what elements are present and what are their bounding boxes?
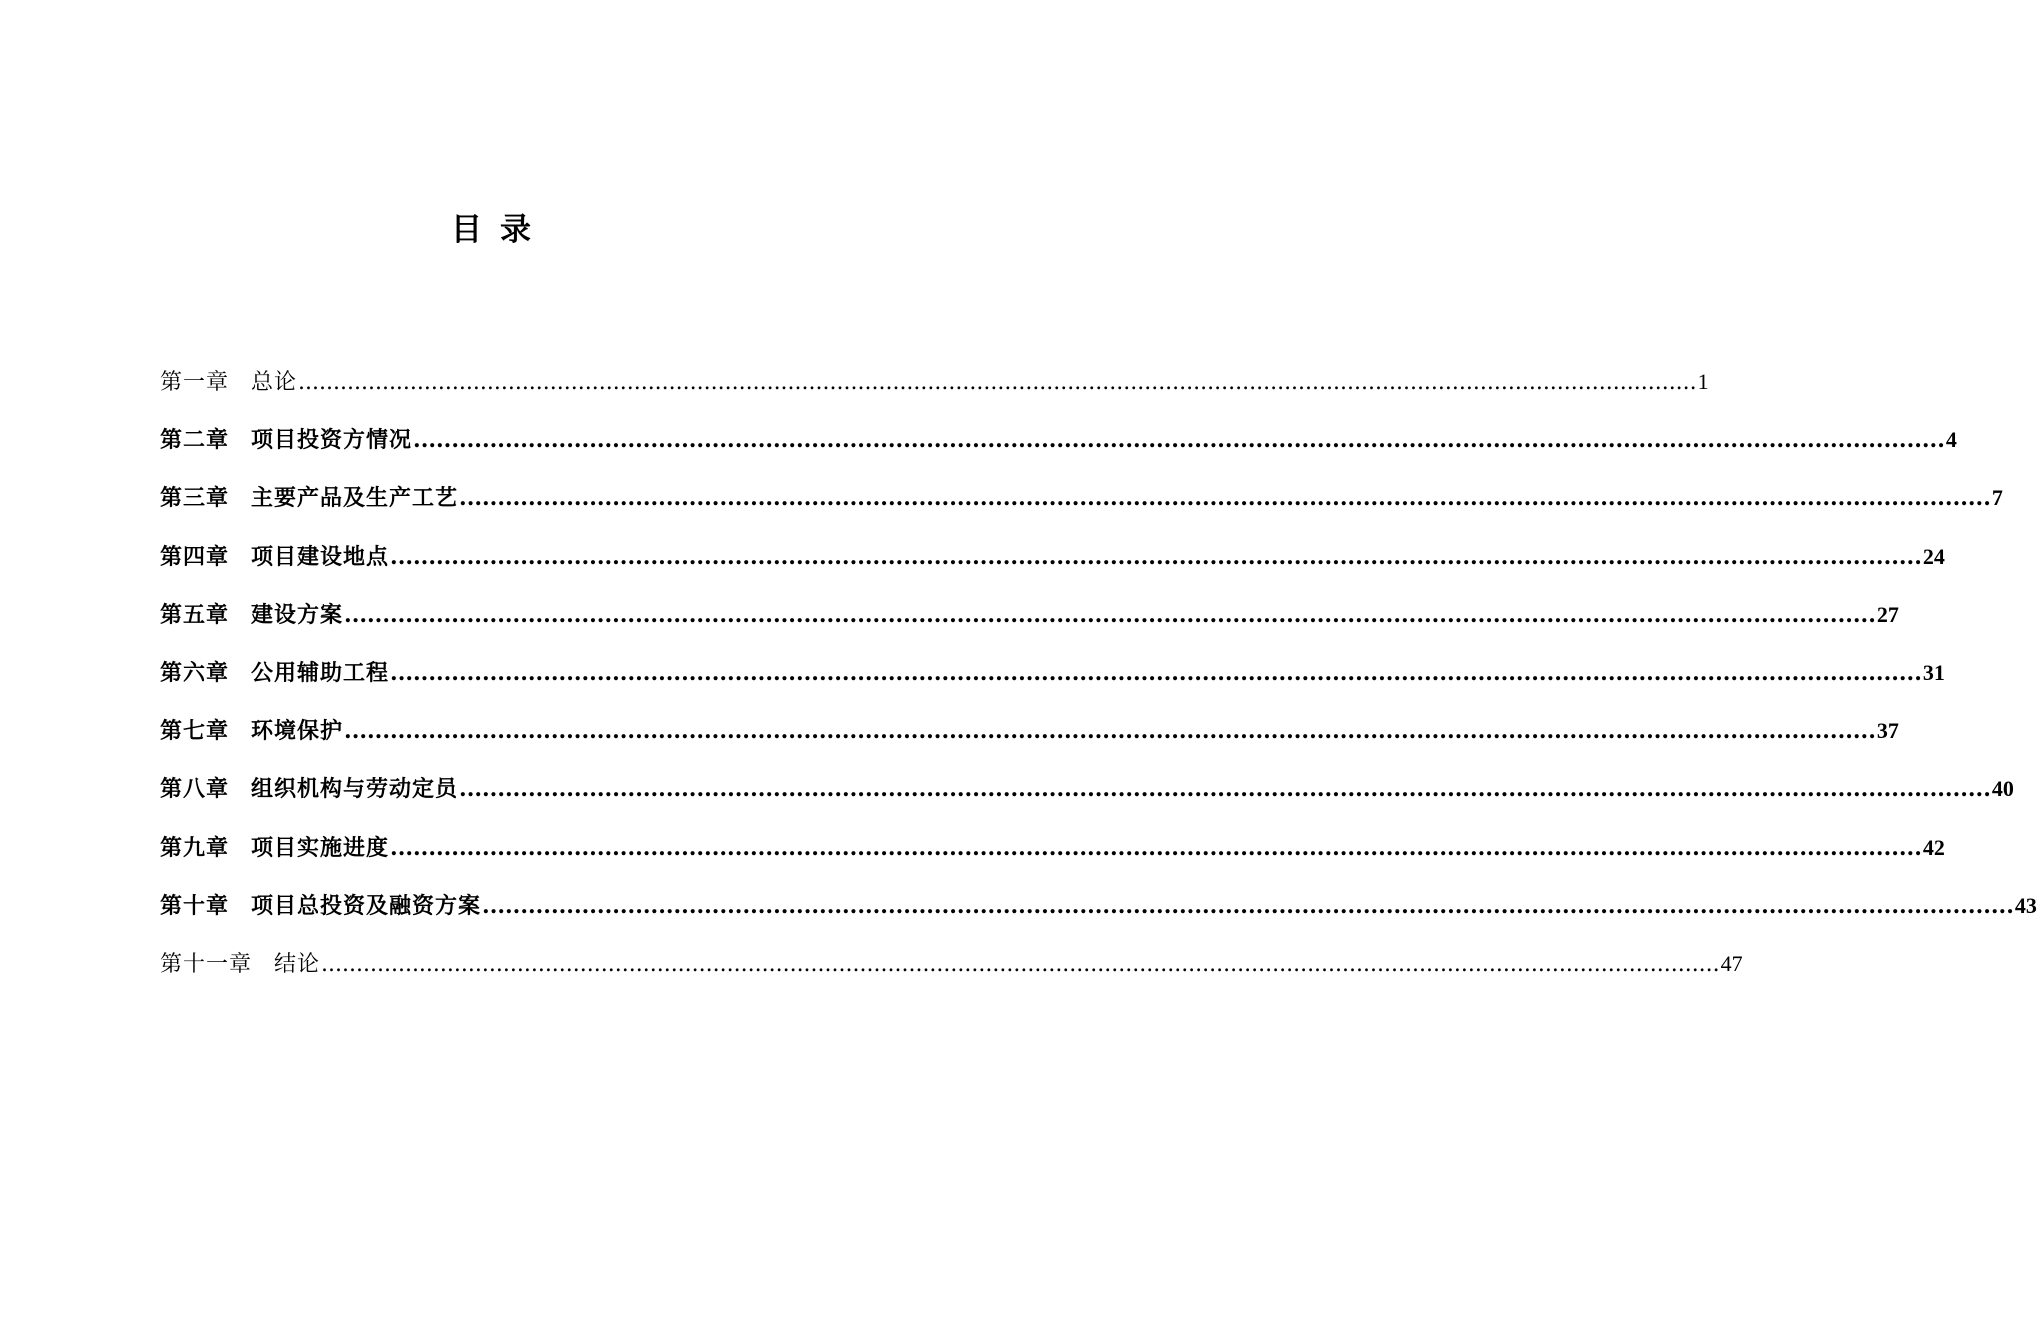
toc-chapter-number: 第八章 — [160, 776, 230, 803]
toc-chapter-title: 项目投资方情况 — [251, 427, 413, 454]
toc-entry[interactable] — [160, 473, 2003, 531]
toc-chapter-title: 公用辅助工程 — [251, 659, 390, 686]
toc-chapter-number: 第三章 — [160, 485, 230, 512]
page-title: 目录 — [451, 212, 549, 248]
toc-chapter-number: 第九章 — [160, 834, 230, 861]
toc-page-number: 40 — [1991, 776, 2014, 802]
toc-entry[interactable] — [160, 939, 1743, 997]
toc-chapter-number: 第十一章 — [160, 951, 253, 977]
toc-chapter-title: 建设方案 — [251, 601, 344, 628]
toc-dot-leader: ........................................................................................................................................................................................................ — [482, 892, 2014, 919]
toc-dot-leader: ........................................................................................................................................................................................................ — [344, 601, 1876, 628]
toc-entry[interactable] — [160, 706, 1899, 764]
toc-chapter-number: 第六章 — [160, 659, 230, 686]
toc-page-number: 42 — [1922, 834, 1945, 860]
toc-page-number: 1 — [1697, 369, 1709, 394]
toc-dot-leader: ........................................................................................................................................................................................................ — [459, 776, 1991, 803]
toc-chapter-title: 组织机构与劳动定员 — [251, 776, 459, 803]
toc-chapter-number: 第一章 — [160, 370, 230, 395]
toc-chapter-number: 第五章 — [160, 601, 230, 628]
toc-dot-leader: ........................................................................................................................................................................................................ — [321, 951, 1720, 977]
toc-dot-leader: ........................................................................................................................................................................................................ — [344, 718, 1876, 745]
toc-page-number: 27 — [1876, 601, 1899, 627]
toc-entry[interactable] — [160, 590, 1899, 648]
toc-entry[interactable] — [160, 881, 2037, 939]
toc-entry[interactable] — [160, 823, 1945, 881]
toc-chapter-number: 第七章 — [160, 718, 230, 745]
toc-page-number: 43 — [2014, 892, 2037, 918]
toc-chapter-title: 总论 — [251, 370, 298, 395]
toc-chapter-title: 项目总投资及融资方案 — [251, 892, 482, 919]
table-of-contents — [160, 357, 2037, 997]
toc-chapter-title: 主要产品及生产工艺 — [251, 485, 459, 512]
toc-dot-leader: ........................................................................................................................................................................................................ — [298, 370, 1697, 395]
toc-dot-leader: ........................................................................................................................................................................................................ — [459, 485, 1991, 512]
toc-entry[interactable] — [160, 357, 1709, 415]
toc-chapter-title: 环境保护 — [251, 718, 344, 745]
toc-dot-leader: ........................................................................................................................................................................................................ — [390, 543, 1922, 570]
toc-chapter-number: 第四章 — [160, 543, 230, 570]
toc-entry[interactable] — [160, 648, 1945, 706]
toc-page-number: 24 — [1922, 543, 1945, 569]
toc-chapter-title: 项目建设地点 — [251, 543, 390, 570]
toc-entry[interactable] — [160, 415, 1957, 473]
toc-chapter-title: 项目实施进度 — [251, 834, 390, 861]
toc-page-number: 7 — [1991, 485, 2003, 511]
toc-dot-leader: ........................................................................................................................................................................................................ — [390, 659, 1922, 686]
toc-entry[interactable] — [160, 764, 2014, 822]
toc-dot-leader: ........................................................................................................................................................................................................ — [390, 834, 1922, 861]
toc-entry[interactable] — [160, 532, 1945, 590]
toc-chapter-number: 第二章 — [160, 427, 230, 454]
toc-chapter-number: 第十章 — [160, 892, 230, 919]
toc-dot-leader: ........................................................................................................................................................................................................ — [413, 427, 1945, 454]
toc-page-number: 47 — [1720, 950, 1743, 976]
toc-chapter-title: 结论 — [274, 951, 321, 977]
toc-page-number: 31 — [1922, 659, 1945, 685]
toc-page-number: 37 — [1876, 718, 1899, 744]
toc-page-number: 4 — [1945, 427, 1957, 453]
